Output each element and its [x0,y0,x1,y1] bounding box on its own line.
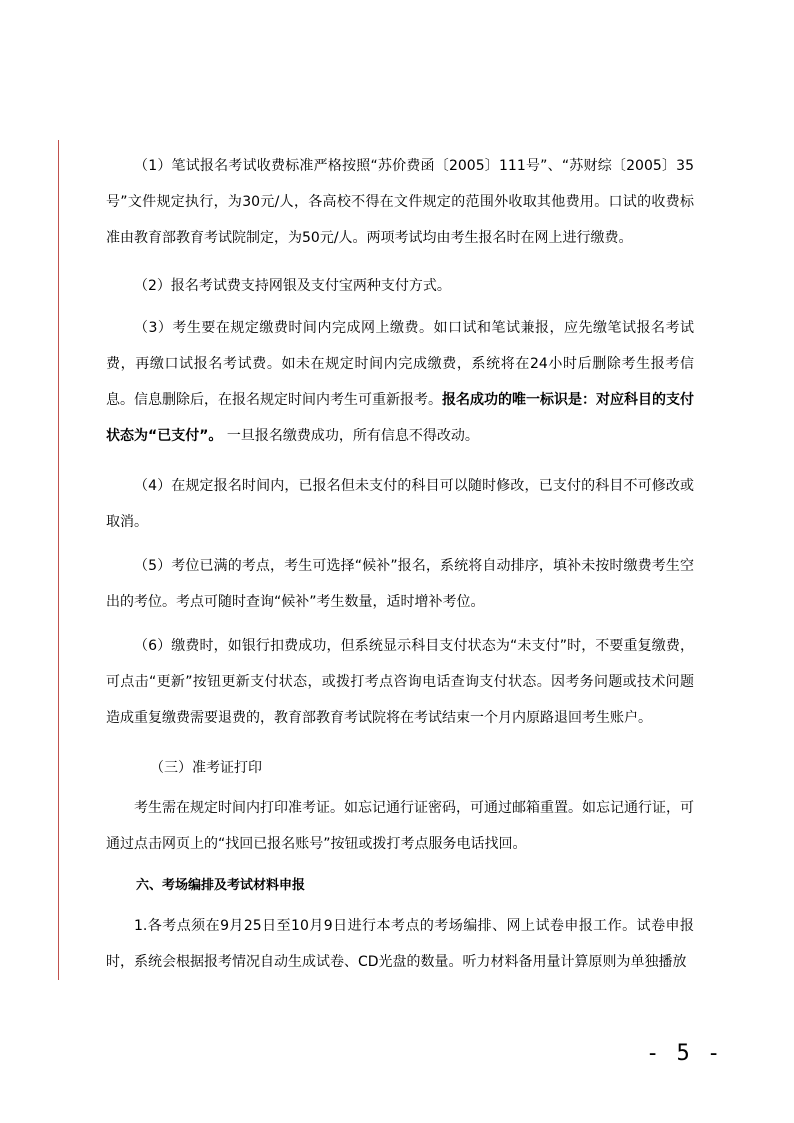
subheading-admission-ticket: （三）准考证打印 [150,760,262,776]
paragraph-modify-rules: （4）在规定报名时间内，已报名但未支付的科目可以随时修改，已支付的科目不可修改或取消。 [106,478,694,530]
margin-line [58,140,59,980]
paragraph-duplicate-payment: （6）缴费时，如银行扣费成功，但系统显示科目支付状态为“未支付”时，不要重复缴费，可点击“更新”按钮更新支付状态，或拨打考点咨询电话查询支付状态。因考务问题或技术问题造成重复缴费需要退费的，教育部教育考试院将在考试结束一个月内原路退回考生账户。 [106,638,694,726]
success-indicator-text: 报名成功的唯一标识是：对应科目的支付状态为“已支付”。 [106,392,694,444]
paragraph-fee-standard: （1）笔试报名考试收费标准严格按照“苏价费函〔2005〕111号”、“苏财综〔2005〕35号”文件规定执行，为30元/人，各高校不得在文件规定的范围外收取其他费用。口试的收费标准由教育部教育考试院制定，为50元/人。两项考试均由考生报名时在网上进行缴费。 [106,158,694,246]
paragraph-admission-ticket: 考生需在规定时间内打印准考证。如忘记通行证密码，可通过邮箱重置。如忘记通行证，可通过点击网页上的“找回已报名账号”按钮或拨打考点服务电话找回。 [106,800,694,852]
no-change-text: 一旦报名缴费成功，所有信息不得改动。 [222,428,479,444]
page-number: - 5 - [646,1041,723,1066]
section-heading-six: 六、考场编排及考试材料申报 [136,878,306,893]
paragraph-waitlist: （5）考位已满的考点，考生可选择“候补”报名，系统将自动排序，填补未按时缴费考生空出的考位。考点可随时查询“候补”考生数量，适时增补考位。 [106,558,694,610]
payment-deadline-text: （3）考生要在规定缴费时间内完成网上缴费。如口试和笔试兼报，应先缴笔试报名考试费，再缴口试报名考试费。如未在规定时间内完成缴费，系统将在24小时后删除考生报考信息。信息删除后，在报名规定时间内考生可重新报考。 [106,320,694,408]
paragraph-payment-deadline [106,310,694,454]
paragraph-payment-methods: （2）报名考试费支持网银及支付宝两种支付方式。 [134,278,451,294]
paragraph-exam-arrangement: 1.各考点须在9月25日至10月9日进行本考点的考场编排、网上试卷申报工作。试卷申报时，系统会根据报考情况自动生成试卷、CD光盘的数量。听力材料备用量计算原则为单独播放 [106,918,694,970]
